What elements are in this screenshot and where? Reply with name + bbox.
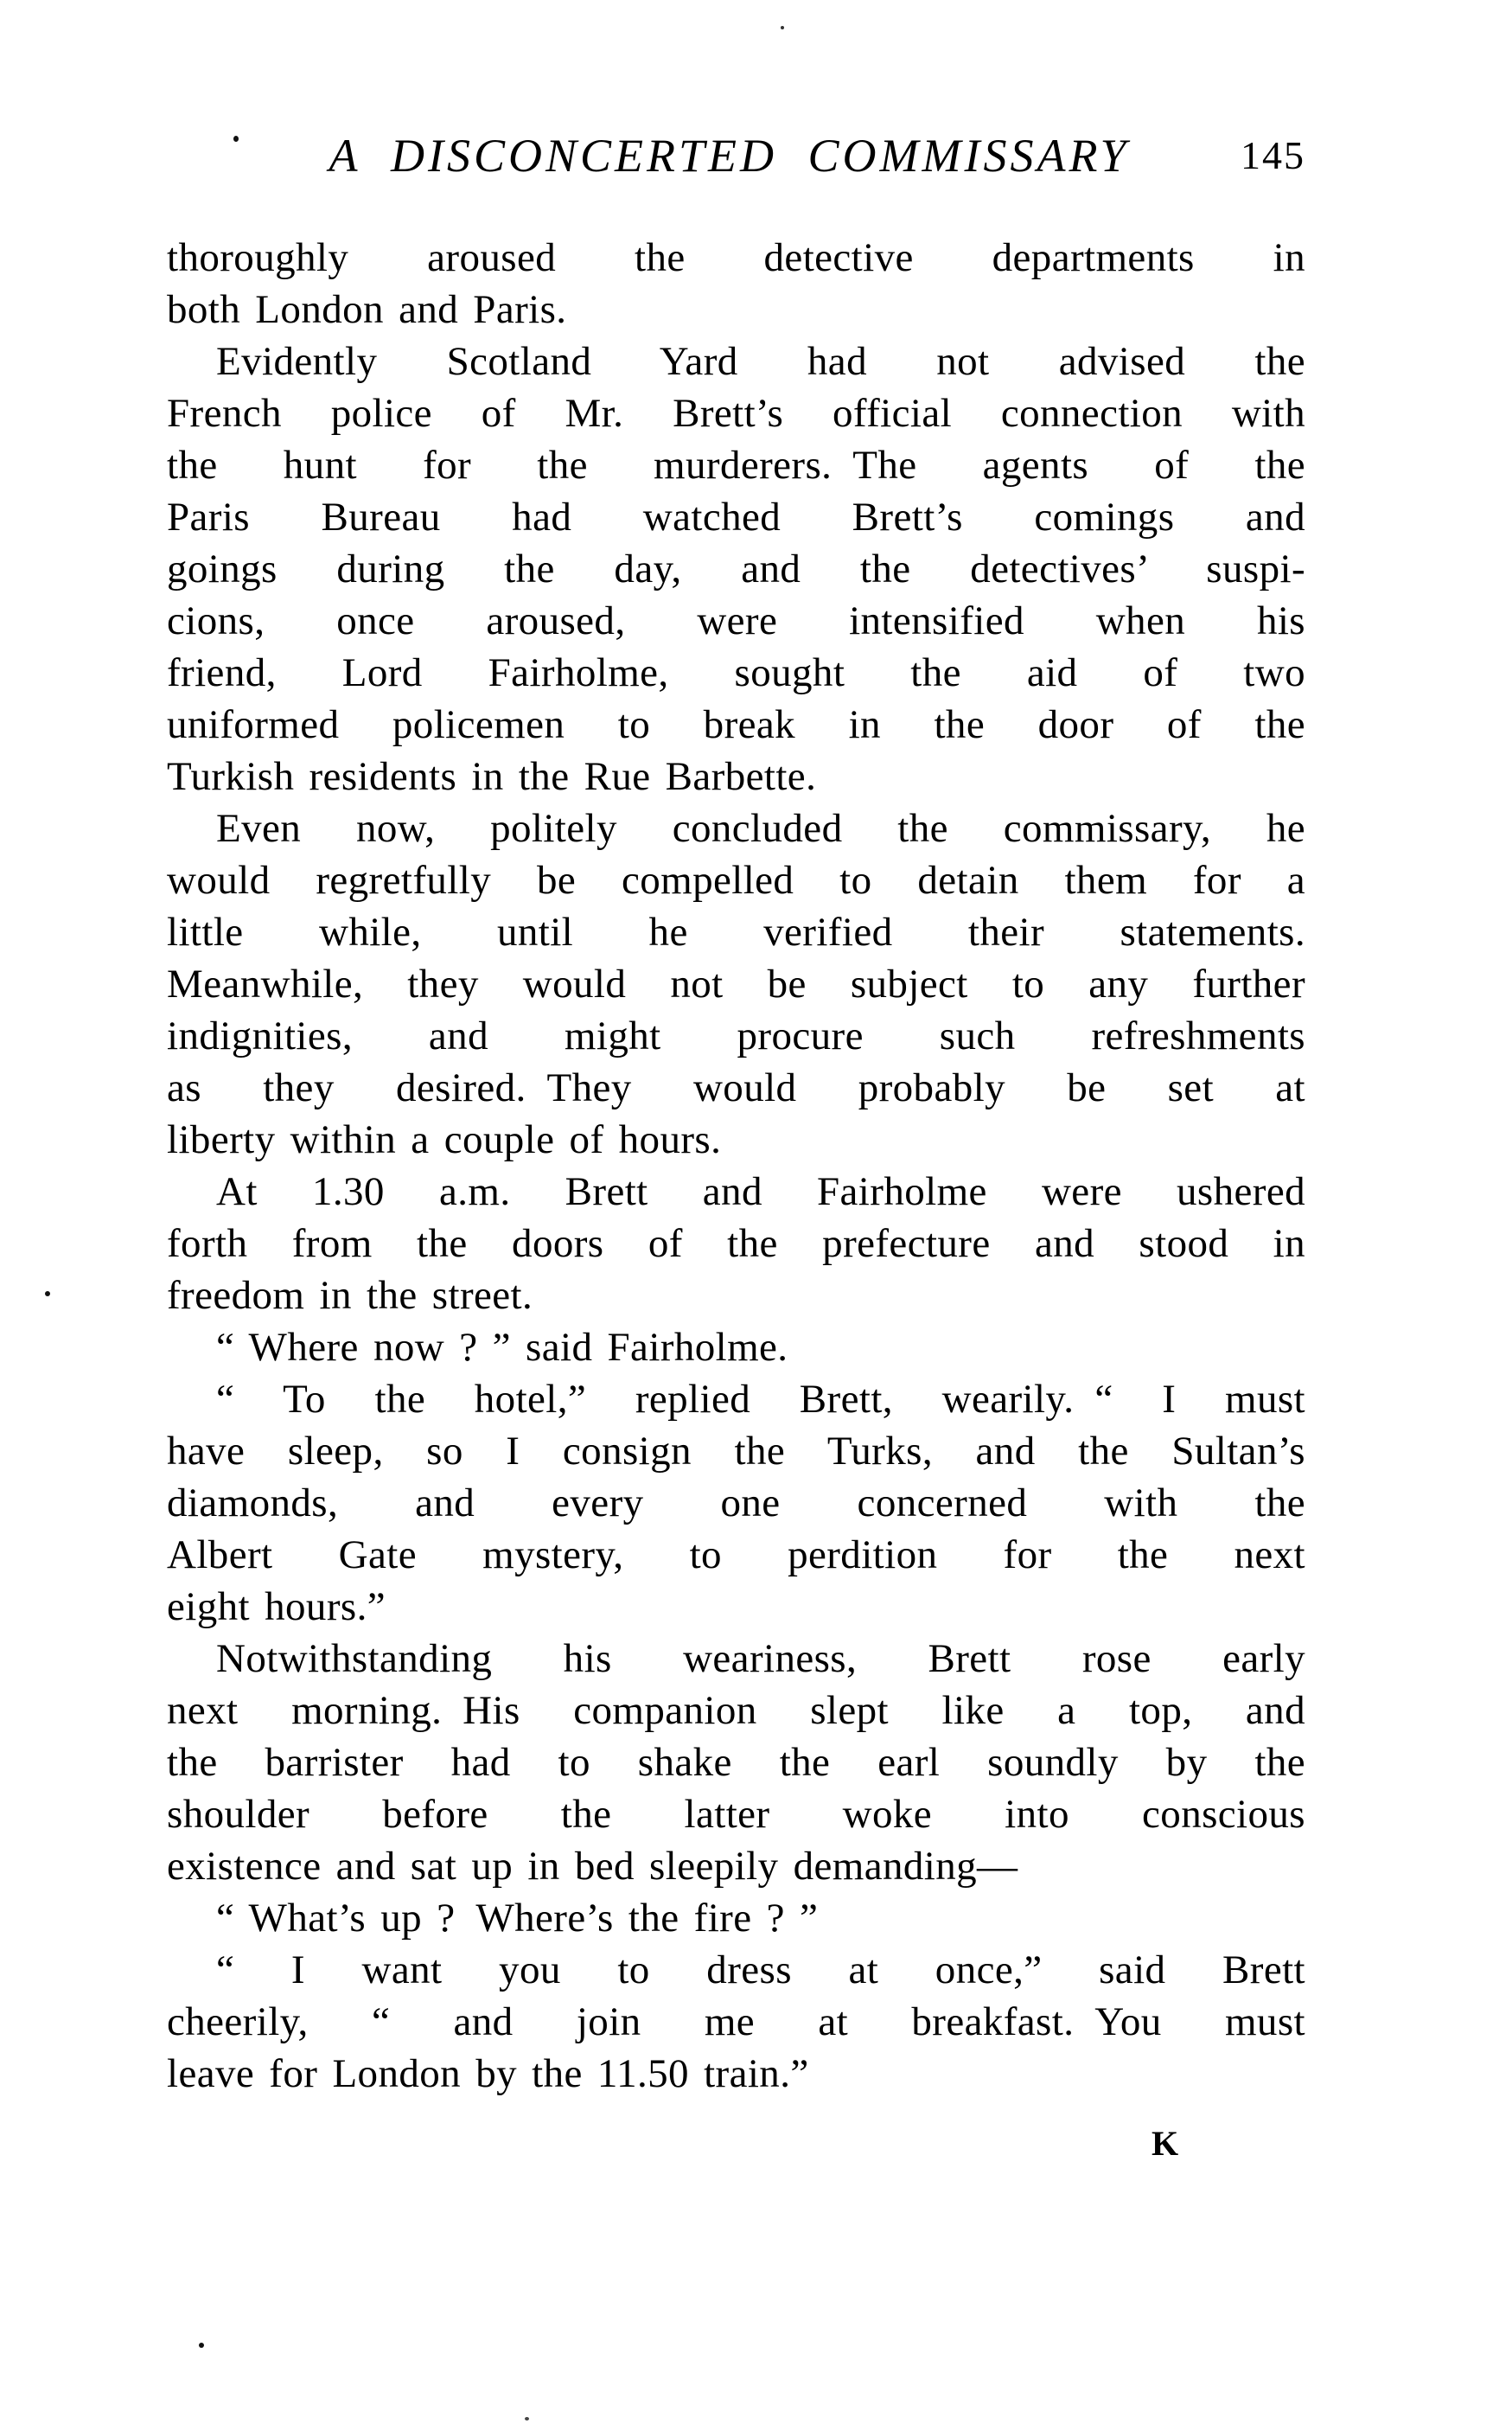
text-line: uniformed policemen to break in the door of the	[167, 702, 1305, 747]
text-line: liberty within a couple of hours.	[167, 1117, 722, 1162]
page-number: 145	[1241, 133, 1305, 177]
body-text	[167, 232, 1305, 2100]
text-line: freedom in the street.	[167, 1273, 533, 1318]
scan-speck	[781, 26, 784, 29]
text-line: as they desired. They would probably be set at	[167, 1065, 1305, 1110]
text-line: thoroughly aroused the detective departments in	[167, 235, 1305, 280]
text-line: leave for London by the 11.50 train.”	[167, 2051, 809, 2096]
text-line: cions, once aroused, were intensified when his	[167, 598, 1305, 643]
text-line: Evidently Scotland Yard had not advised the	[216, 339, 1305, 384]
text-line: Albert Gate mystery, to perdition for the next	[167, 1532, 1305, 1577]
text-line: existence and sat up in bed sleepily demanding—	[167, 1844, 1018, 1889]
text-line: shoulder before the latter woke into conscious	[167, 1792, 1305, 1837]
scan-speck	[199, 2343, 204, 2348]
text-line: cheerily, “ and join me at breakfast. You must	[167, 1999, 1305, 2044]
text-line: Turkish residents in the Rue Barbette.	[167, 754, 817, 799]
text-line: the hunt for the murderers. The agents of the	[167, 443, 1305, 488]
text-line: the barrister had to shake the earl soundly by the	[167, 1740, 1305, 1785]
scan-speck	[45, 1291, 50, 1296]
text-line: next morning. His companion slept like a top, and	[167, 1688, 1305, 1733]
text-line: “ Where now ? ” said Fairholme.	[216, 1325, 788, 1370]
text-line: Notwithstanding his weariness, Brett rose early	[216, 1636, 1305, 1681]
text-line: Meanwhile, they would not be subject to any further	[167, 962, 1305, 1007]
text-line: both London and Paris.	[167, 287, 567, 332]
text-line: Paris Bureau had watched Brett’s comings and	[167, 495, 1305, 540]
printer-signature-mark: K	[1152, 2124, 1179, 2163]
text-line: “ I want you to dress at once,” said Brett	[216, 1947, 1305, 1992]
text-line: little while, until he verified their statements.	[167, 910, 1305, 955]
text-line: goings during the day, and the detectives’ suspi-	[167, 547, 1305, 592]
scan-speck	[233, 136, 239, 142]
text-line: Even now, politely concluded the commissary, he	[216, 806, 1305, 851]
text-line: friend, Lord Fairholme, sought the aid of two	[167, 650, 1305, 695]
text-line: “ What’s up ? Where’s the fire ? ”	[216, 1896, 819, 1941]
text-line: French police of Mr. Brett’s official connection with	[167, 391, 1305, 436]
page-title: A DISCONCERTED COMMISSARY	[329, 130, 1130, 182]
text-line: forth from the doors of the prefecture and stood in	[167, 1221, 1305, 1266]
text-line: “ To the hotel,” replied Brett, wearily. “ I must	[216, 1377, 1305, 1422]
text-line: indignities, and might procure such refreshments	[167, 1014, 1305, 1058]
text-line: would regretfully be compelled to detain them for a	[167, 858, 1305, 903]
text-line: diamonds, and every one concerned with the	[167, 1480, 1305, 1525]
text-line: eight hours.”	[167, 1584, 386, 1629]
text-line: At 1.30 a.m. Brett and Fairholme were ushered	[216, 1169, 1305, 1214]
scan-speck	[525, 2417, 529, 2420]
running-head	[167, 128, 1305, 183]
text-line: have sleep, so I consign the Turks, and the Sultan’s	[167, 1429, 1305, 1474]
